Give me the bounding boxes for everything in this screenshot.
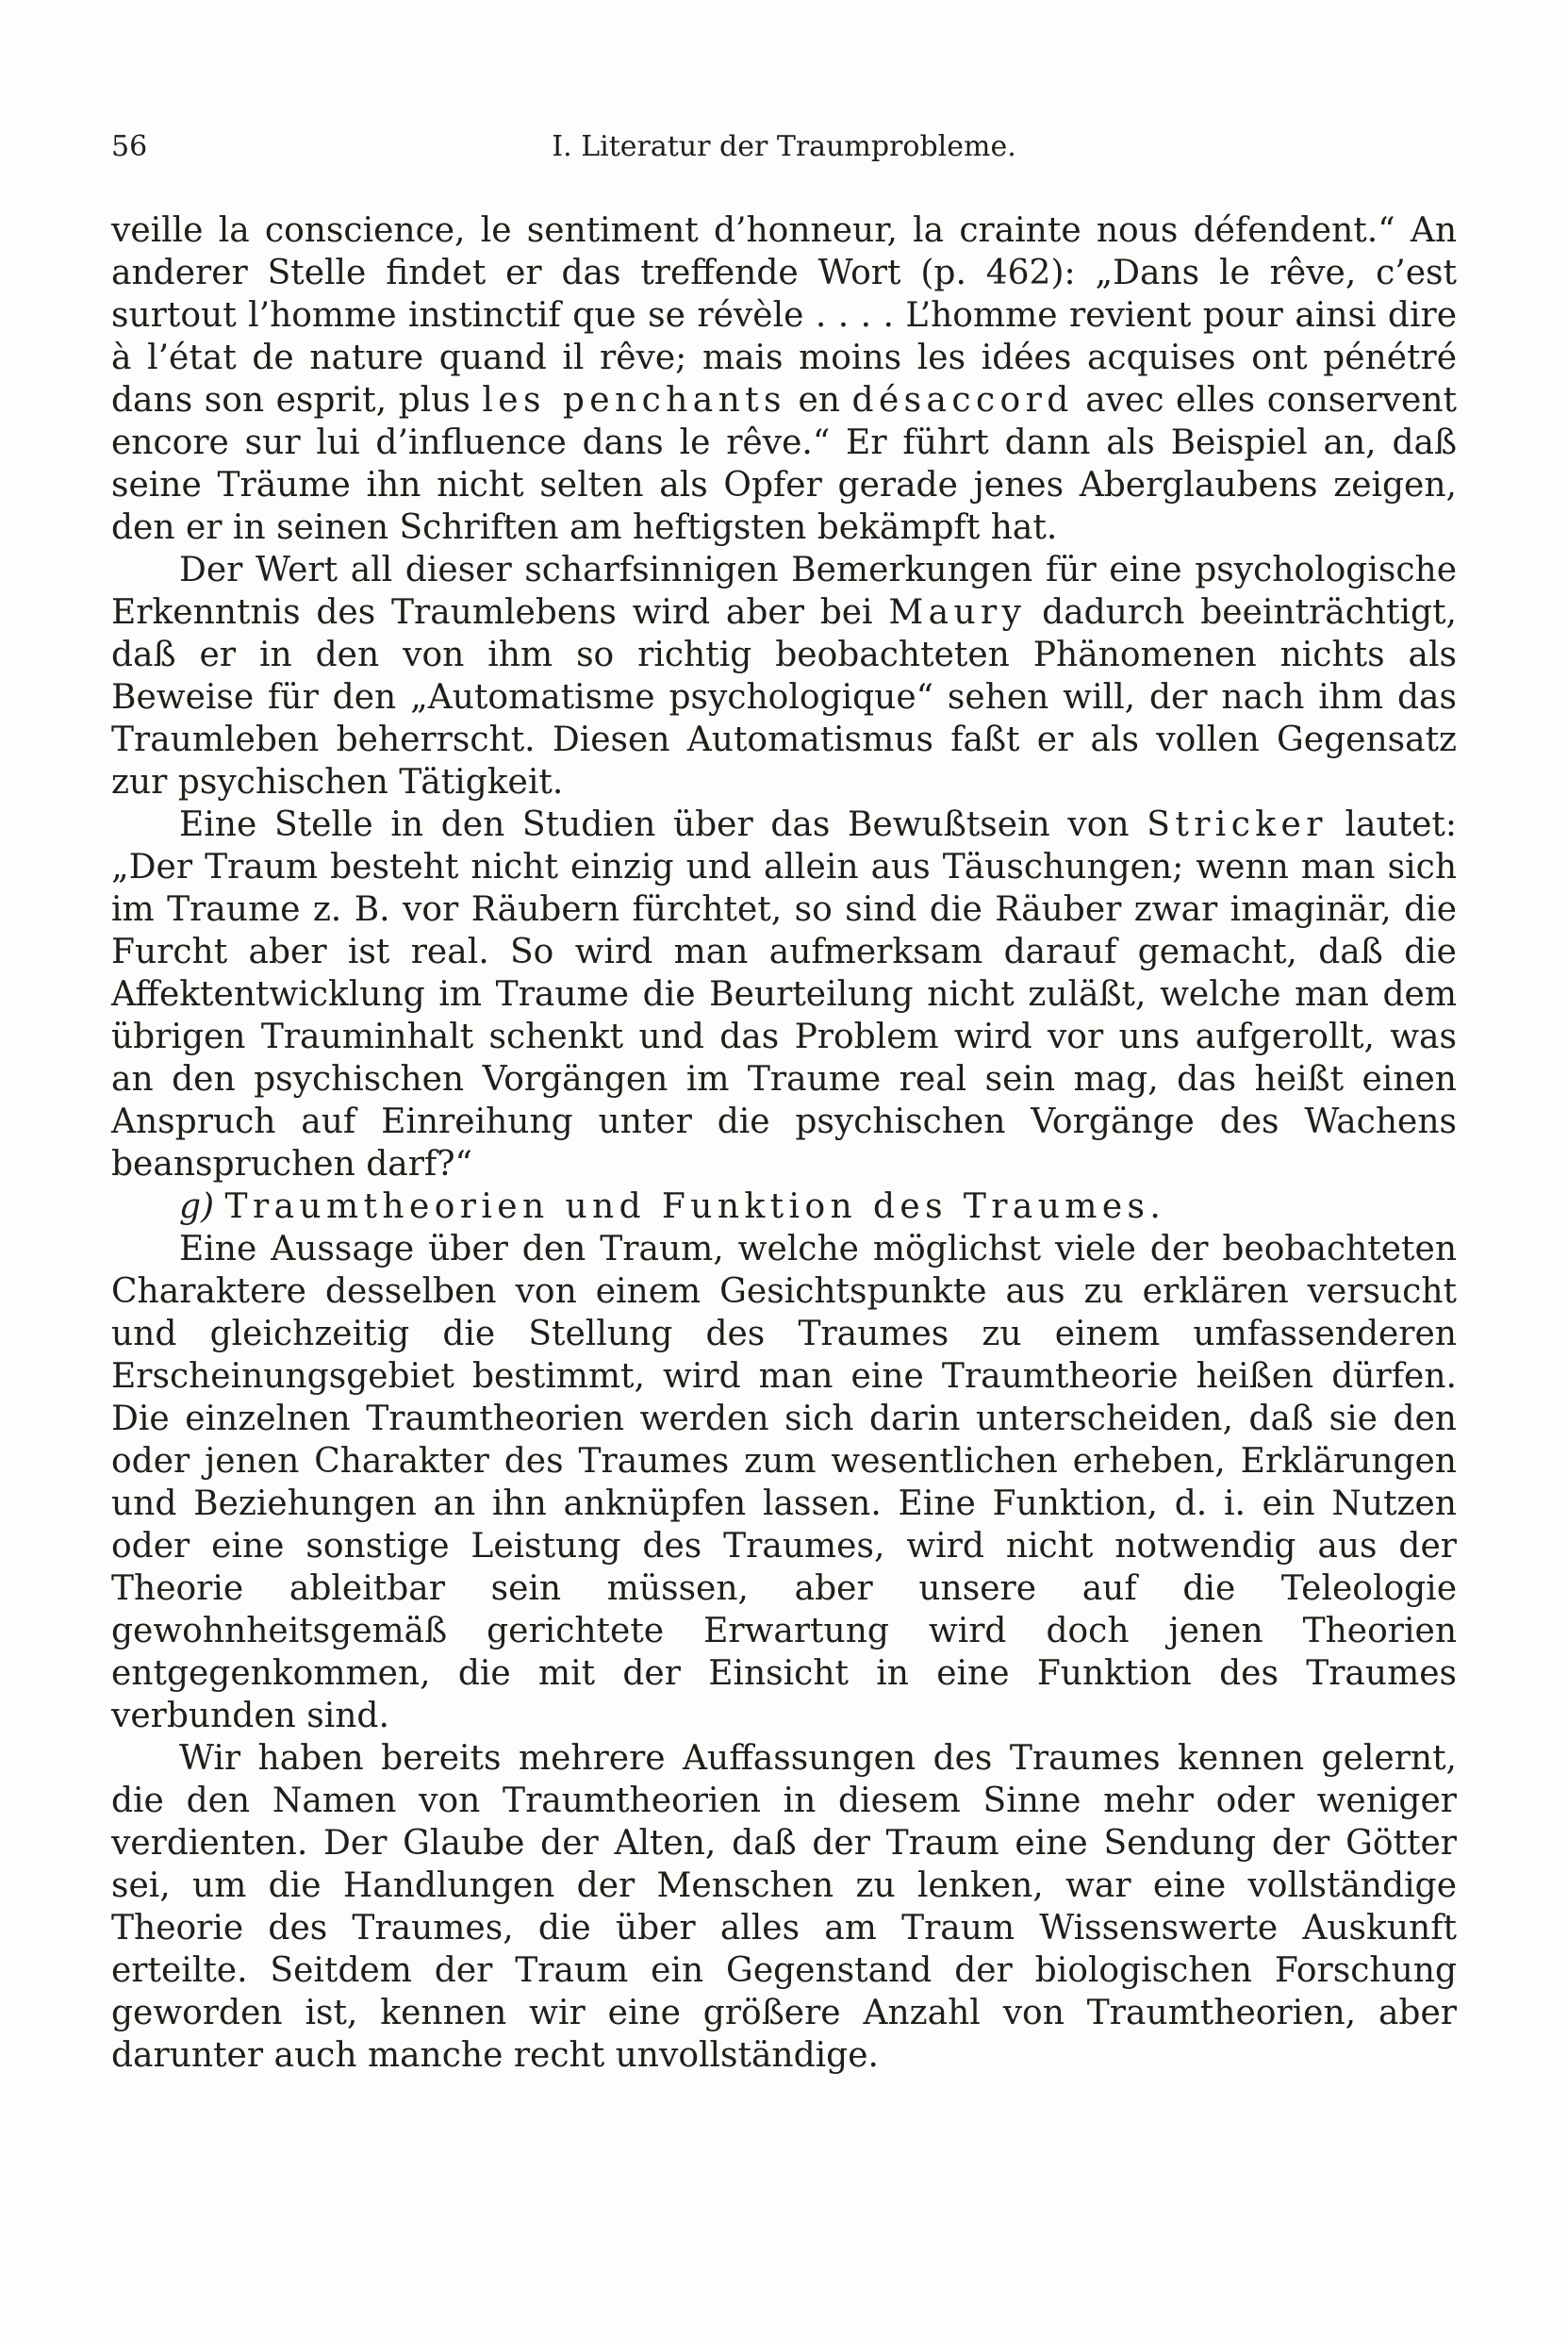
paragraph-auffassungen [111,1737,1457,2077]
text-run: Eine Stelle in den Studien über das Bewußtsein von [179,805,1147,844]
page-number: 56 [111,130,148,163]
text-run: g) [179,1187,215,1226]
body-text [111,209,1457,2077]
paragraph-maury-automatisme [111,549,1457,804]
text-run: veille la conscience, le sentiment d’honneur, la crainte nous défendent.“ An anderer Stelle findet er das treffende Wort (p. 462): „Dans le rêve, c’est surtout l’homme instinctif que se révèle . . . . L’homme revient pour ainsi dire à l’état de nature quand il rêve; mais moins les idées acquises ont pénétré dans son esprit, plus [111,211,1457,420]
emphasized-text: Traumtheorien und Funktion des Traumes. [224,1187,1166,1226]
text-run: Der Wert all dieser scharfsinnigen Bemerkungen für eine psychologische Erkenntnis des Traumlebens wird aber bei [111,551,1457,632]
section-heading [111,1185,1457,1228]
text-run: Eine Aussage über den Traum, welche möglichst viele der beobachteten Charaktere desselben von einem Gesichtspunkte aus zu erklären versucht und gleichzeitig die Stellung des Traumes zu einem umfassenderen Erscheinungsgebiet bestimmt, wird man eine Traumtheorie heißen dürfen. Die einzelnen Traumtheorien werden sich darin unterscheiden, daß sie den oder jenen Charakter des Traumes zum wesentlichen erheben, Erklärungen und Beziehungen an ihn anknüpfen lassen. Eine Funktion, d. i. ein Nutzen oder eine sonstige Leistung des Traumes, wird nicht notwendig aus der Theorie ableitbar sein müssen, aber unsere auf die Teleologie gewohnheitsgemäß gerichtete Erwartung wird doch jenen Theorien entgegenkommen, die mit der Einsicht in eine Funktion des Traumes verbunden sind. [111,1230,1457,1735]
text-run: Wir haben bereits mehrere Auffassungen des Traumes kennen gelernt, die den Namen von Traumtheorien in diesem Sinne mehr oder weniger verdienten. Der Glaube der Alten, daß der Traum eine Sendung der Götter sei, um die Handlungen der Menschen zu lenken, war eine vollständige Theorie des Traumes, die über alles am Traum Wissenswerte Auskunft erteilte. Seitdem der Traum ein Gegenstand der biologischen Forschung geworden ist, kennen wir eine größere Anzahl von Traumtheorien, aber darunter auch manche recht unvollständige. [111,1739,1457,2075]
emphasized-text: désaccord [851,381,1074,420]
text-run: lautet: „Der Traum besteht nicht einzig und allein aus Täuschungen; wenn man sich im Traume z. B. vor Räubern fürchtet, so sind die Räuber zwar imaginär, die Furcht aber ist real. So wird man aufmerksam darauf gemacht, daß die Affektentwicklung im Traume die Beurteilung nicht zuläßt, welche man dem übrigen Trauminhalt schenkt und das Problem wird vor uns aufgerollt, was an den psychischen Vorgängen im Traume real sein mag, das heißt einen Anspruch auf Einreihung unter die psychischen Vorgänge des Wachens beanspruchen darf?“ [111,805,1458,1184]
emphasized-text: Stricker [1147,805,1328,844]
paragraph-stricker-quote [111,804,1457,1185]
page-header [111,130,1457,164]
emphasized-text: les penchants [482,381,786,420]
paragraph-french-quote-continuation [111,209,1457,549]
text-run [214,1187,224,1226]
text-run: en [785,381,852,420]
emphasized-text: Maury [888,593,1027,632]
running-title: I. Literatur der Traumprobleme. [552,130,1016,163]
text-run: dadurch beeinträchtigt, daß er in den von ihm so richtig beobachteten Phänomenen nichts als Beweise für den „Automatisme psychologique“ sehen will, der nach ihm das Traumleben beherrscht. Diesen Automatismus faßt er als vollen Gegensatz zur psychischen Tätigkeit. [111,593,1457,802]
text-run: avec elles conservent encore sur lui d’influence dans le rêve.“ Er führt dann als Beispiel an, daß seine Träume ihn nicht selten als Opfer gerade jenes Aberglaubens zeigen, den er in seinen Schriften am heftigsten bekämpft hat. [111,381,1457,547]
paragraph-traumtheorie-definition [111,1228,1457,1737]
